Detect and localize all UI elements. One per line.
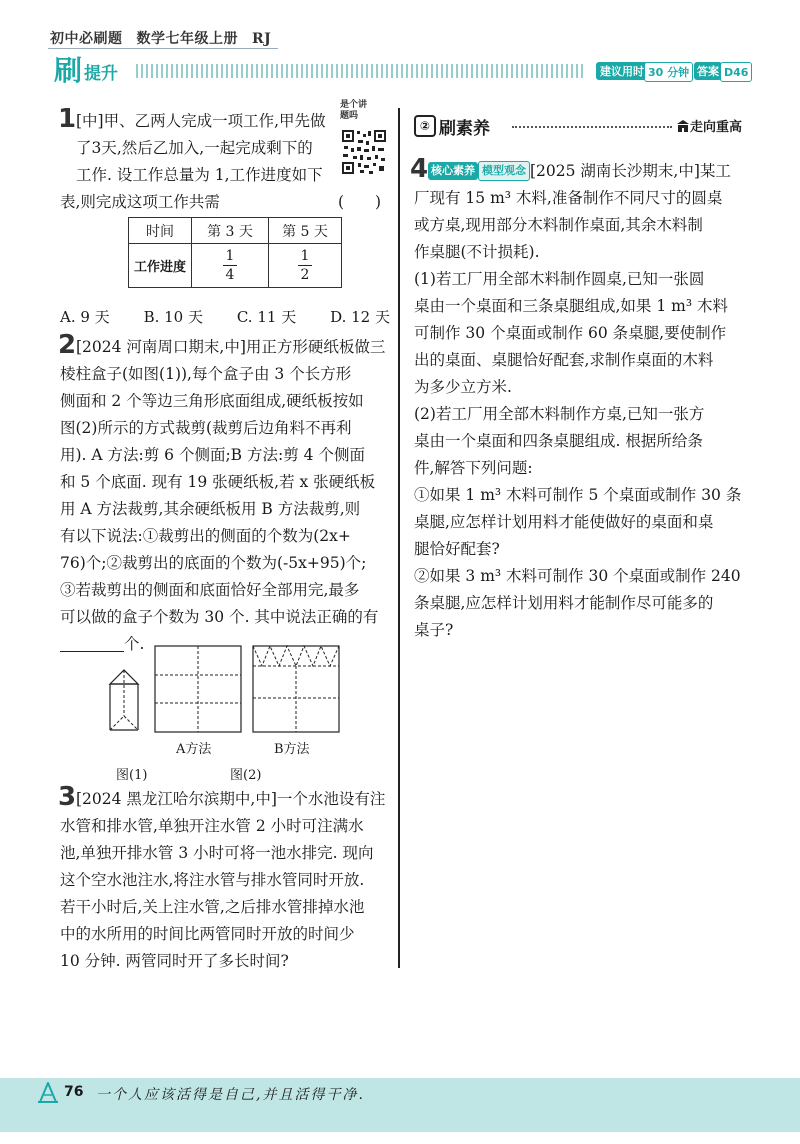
brand-small: 提升 [84,64,119,84]
section-right [676,116,742,135]
q3-number: 3 [58,782,77,812]
fig-caption-2: 图(2) [230,768,262,783]
decorative-stripes [136,64,586,78]
section-brand [54,52,118,86]
table-header-time: 时间 [129,218,192,244]
q2-line: 和 5 个底面. 现有 19 张硬纸板,若 x 张硬纸板 [60,473,376,491]
section-header [414,114,490,138]
q4-line: (1)若工厂用全部木料制作圆桌,已知一张圆 [414,270,705,288]
q3-line: 若干小时后,关上注水管,之后排水管排掉水池 [60,898,365,916]
q3-line: 中的水所用的时间比两管同时开放的时间少 [60,925,355,943]
book-subject: 数学七年级上册 [136,31,238,47]
fraction-denominator: 2 [300,267,310,283]
choice-d[interactable]: D. 12 天 [330,308,390,326]
q1-line: 工作. 设工作总量为 1,工作进度如下 [76,166,323,184]
q4-line: 可制作 30 个桌面或制作 60 条桌腿,要使制作 [414,324,727,342]
choice-b[interactable]: B. 10 天 [143,308,203,326]
qr-code-icon[interactable] [340,128,388,176]
fig-label-a: A方法 [176,742,212,757]
section-icon: ② [414,115,436,137]
time-value: 30 分钟 [644,62,693,82]
q2-line: 棱柱盒子(如图(1)),每个盒子由 3 个长方形 [60,365,352,383]
school-icon [676,119,690,133]
footer-quote: 一个人应该活得是自己,并且活得干净. [96,1087,365,1103]
page-number: 76 [64,1084,84,1100]
choice-a[interactable]: A. 9 天 [60,308,110,326]
q2-line: 用 A 方法裁剪,其余硬纸板用 B 方法裁剪,则 [60,500,361,518]
book-edition: RJ [252,31,272,47]
book-title [50,28,285,48]
q4-line: 出的桌面、桌腿恰好配套,求制作桌面的木料 [414,351,714,369]
q4-line: (2)若工厂用全部木料制作方桌,已知一张方 [414,405,705,423]
section-title: 刷素养 [439,118,490,139]
qr-label: 是个讲题吗 [340,100,368,121]
table-row-label: 工作进度 [129,244,192,288]
fig-label-b: B方法 [274,742,310,757]
q2-line: 可以做的盒子个数为 30 个. 其中说法正确的有 [60,608,379,626]
q4-line: 桌由一个桌面和三条桌腿组成,如果 1 m³ 木料 [414,297,728,315]
q2-text [60,361,396,658]
fraction-numerator: 1 [225,248,235,264]
q2-line: 有以下说法:①裁剪出的侧面的个数为(2x+ [60,527,351,545]
q2-line: ③若裁剪出的侧面和底面恰好全部用完,最多 [60,581,360,599]
table-header-day5: 第 5 天 [269,218,342,244]
q4-line: 桌子? [414,621,454,639]
pen-nib-icon [36,1082,60,1104]
q2-first-line: [2024 河南周口期末,中]用正方形硬纸板做三 [76,338,386,356]
q3-first-line: [2024 黑龙江哈尔滨期中,中]一个水池设有注 [76,790,386,808]
q1-number: 1 [58,104,77,134]
answer-label: 答案 [694,62,722,80]
q3-line: 水管和排水管,单独开注水管 2 小时可注满水 [60,817,364,835]
q4-line: 腿恰好配套? [414,540,500,558]
q4-line: 作桌腿(不计损耗). [414,243,540,261]
q1-line: 了3天,然后乙加入,一起完成剩下的 [76,139,313,157]
q2-line: 侧面和 2 个等边三角形底面组成,硬纸板按如 [60,392,364,410]
q3-line: 池,单独开排水管 3 小时可将一池水排完. 现向 [60,844,374,862]
q4-first-text: [2025 湖南长沙期末,中]某工 [530,162,731,180]
q4-line: 或方桌,现用部分木料制作桌面,其余木料制 [414,216,703,234]
column-divider [398,108,400,968]
q2-line: 用). A 方法:剪 6 个侧面;B 方法:剪 4 个侧面 [60,446,365,464]
q4-first-line [428,158,768,185]
q3-text [60,813,396,975]
section-dotted-line [512,126,672,128]
q1-line-last: 表,则完成这项工作共需 [60,193,220,211]
badge-model: 模型观念 [478,161,530,181]
q2-figures [100,640,360,740]
q4-line: 条桌腿,应怎样计划用料才能制作尽可能多的 [414,594,714,612]
method-a-board [155,646,241,732]
q4-line: ②如果 3 m³ 木料可制作 30 个桌面或制作 240 [414,567,741,585]
fraction-denominator: 4 [225,267,235,283]
q4-text [414,185,762,644]
q1-answer-paren: ( ) [338,193,382,211]
title-underline [48,48,278,49]
book-series: 初中必刷题 [50,31,123,47]
q1-choices [60,306,390,327]
table-cell-day3 [192,244,269,288]
prism-figure [110,670,138,730]
q4-number: 4 [410,154,429,184]
q4-line: 桌由一个桌面和四条桌腿组成. 根据所给条 [414,432,703,450]
q2-tail: 个. [124,635,145,653]
table-cell-day5 [269,244,342,288]
q4-line: 件,解答下列问题: [414,459,533,477]
q4-line: ①如果 1 m³ 木料可制作 5 个桌面或制作 30 条 [414,486,742,504]
time-label: 建议用时 [596,62,648,80]
answer-page: D46 [720,62,752,82]
q2-line: 图(2)所示的方式裁剪(裁剪后边角料不再利 [60,419,352,437]
choice-c[interactable]: C. 11 天 [236,308,297,326]
table-header-day3: 第 3 天 [192,218,269,244]
fig-caption-1: 图(1) [116,768,148,783]
section-right-label: 走向重高 [690,120,743,135]
badge-core: 核心素养 [428,162,478,180]
fraction-numerator: 1 [300,248,310,264]
q1-text [76,108,338,189]
q3-line: 这个空水池注水,将注水管与排水管同时开放. [60,871,365,889]
q2-number: 2 [58,330,77,360]
q4-line: 厂现有 15 m³ 木料,准备制作不同尺寸的圆桌 [414,189,723,207]
q4-line: 桌腿,应怎样计划用料才能使做好的桌面和桌 [414,513,714,531]
method-b-board [253,646,339,732]
brand-big: 刷 [54,54,83,87]
q4-line: 为多少立方米. [414,378,512,396]
progress-table [128,217,342,288]
q3-line: 10 分钟. 两管同时开了多长时间? [60,952,289,970]
q2-line: 76)个;②裁剪出的底面的个数为(-5x+95)个; [60,554,367,572]
q1-line: [中]甲、乙两人完成一项工作,甲先做 [76,112,326,130]
